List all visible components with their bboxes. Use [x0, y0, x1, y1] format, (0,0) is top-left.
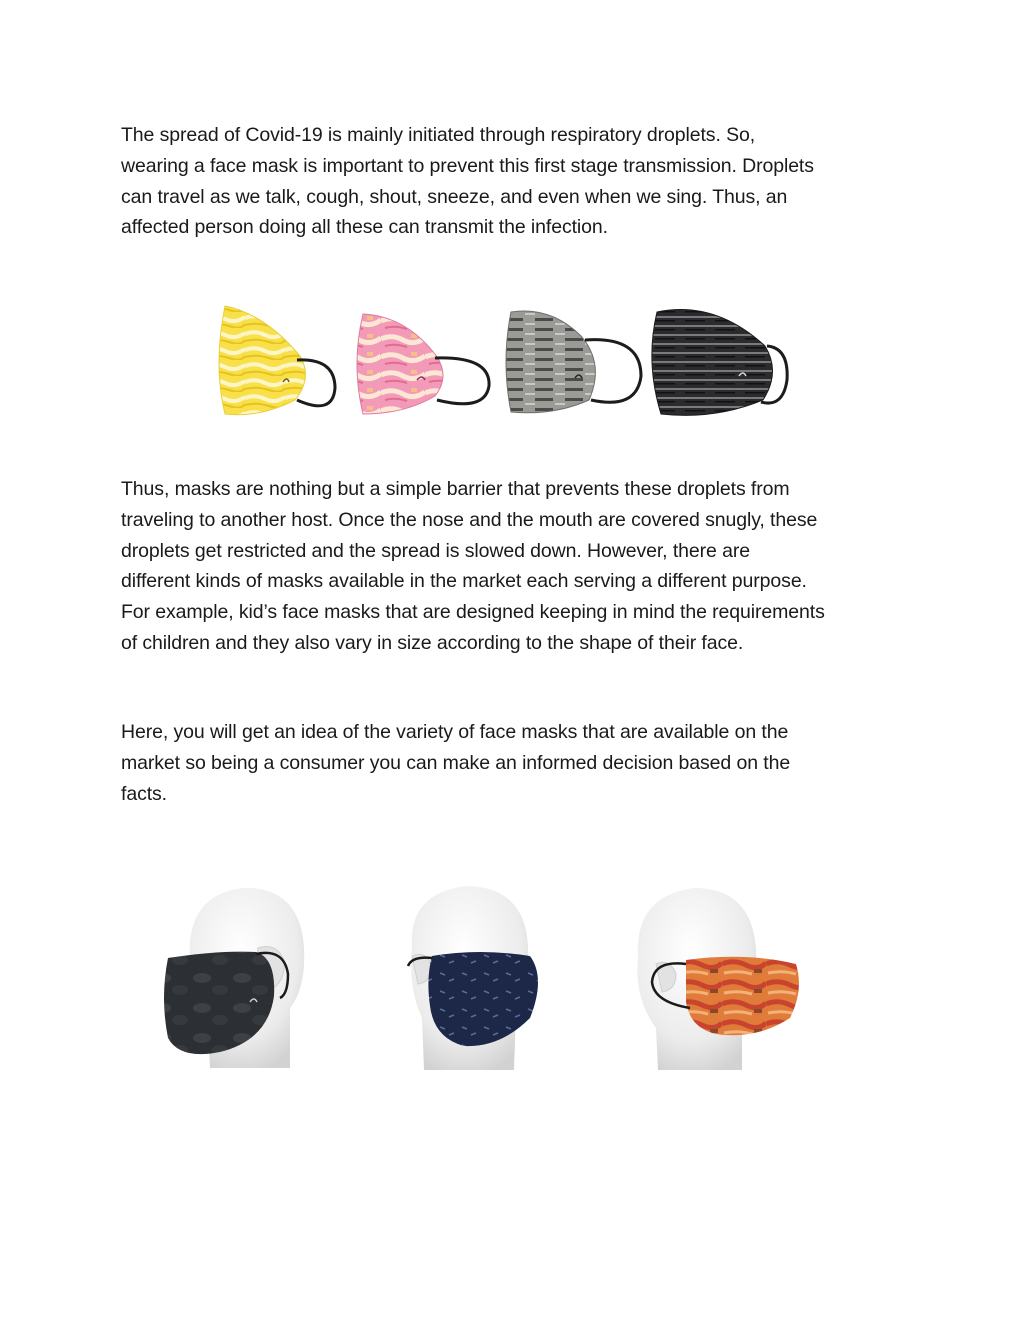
yellow-mask-icon	[219, 306, 335, 415]
black-mask-icon	[652, 310, 787, 416]
text-line: For example, kid’s face masks that are designed keeping in mind the requirements	[121, 601, 825, 624]
text-line: different kinds of masks available in the market each serving a different purpose.	[121, 570, 807, 593]
barrier-paragraph	[121, 474, 921, 659]
text-line: can travel as we talk, cough, shout, sneeze, and even when we sing. Thus, an	[121, 185, 788, 208]
head-with-black-mask-icon	[164, 888, 304, 1068]
text-line: Thus, masks are nothing but a simple barrier that prevents these droplets from	[121, 478, 790, 500]
pink-mask-icon	[357, 314, 489, 414]
text-line: affected person doing all these can transmit the infection.	[121, 216, 608, 239]
text-line: The spread of Covid-19 is mainly initiated through respiratory droplets. So,	[121, 124, 756, 146]
text-line: droplets get restricted and the spread is slowed down. However, there are	[121, 539, 750, 562]
text-line: facts.	[121, 782, 167, 805]
flat-masks-image	[205, 296, 805, 426]
text-line: market so being a consumer you can make an informed decision based on the	[121, 751, 791, 774]
variety-paragraph	[121, 717, 921, 809]
text-line: traveling to another host. Once the nose and the mouth are covered snugly, these	[121, 508, 818, 531]
grey-mask-icon	[506, 311, 641, 413]
text-line: of children and they also vary in size according to the shape of their face.	[121, 631, 744, 654]
head-with-navy-mask-icon	[408, 886, 538, 1070]
intro-paragraph	[121, 120, 921, 243]
text-line: wearing a face mask is important to prevent this first stage transmission. Droplets	[121, 154, 814, 177]
worn-masks-image	[150, 878, 830, 1078]
head-with-orange-mask-icon	[637, 888, 799, 1070]
text-line: Here, you will get an idea of the variety of face masks that are available on the	[121, 721, 789, 743]
